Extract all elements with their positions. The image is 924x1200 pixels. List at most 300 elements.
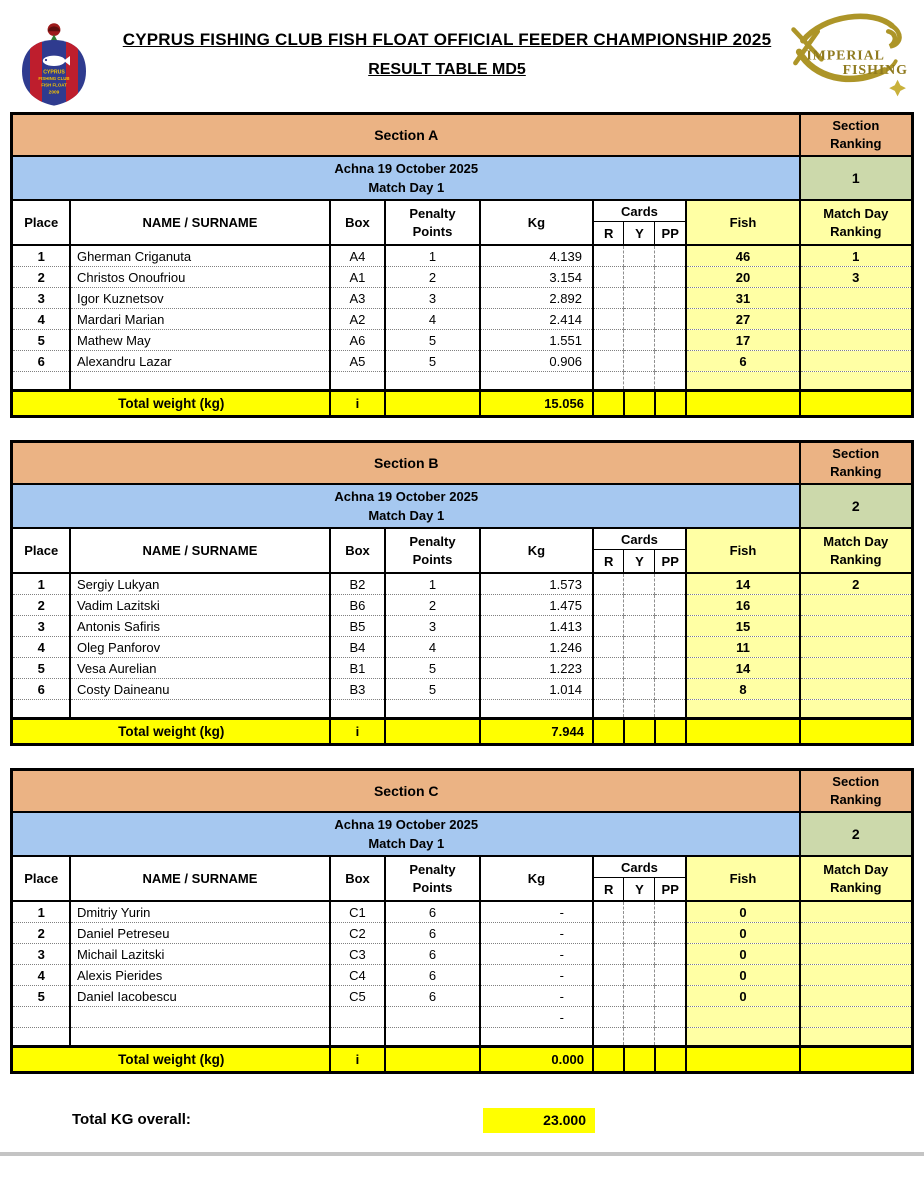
section-ranking-header-line1: Section [832, 774, 880, 790]
club-logo-text-line2: FISHING CLUB [38, 76, 70, 81]
card-yellow-cell [624, 1007, 655, 1028]
place-cell: 3 [12, 944, 70, 965]
card-red-cell [593, 573, 624, 595]
card-pp-cell [655, 944, 686, 965]
total-kg-value: 15.056 [480, 391, 593, 417]
penalty-points-cell: 6 [385, 986, 480, 1007]
total-kg-value: 0.000 [480, 1047, 593, 1073]
matchday-ranking-cell: 3 [800, 267, 912, 288]
fish-cell: 14 [686, 573, 800, 595]
penalty-points-cell: 6 [385, 965, 480, 986]
total-kg-value: 7.944 [480, 719, 593, 745]
card-pp-cell [655, 986, 686, 1007]
section-ranking-header-line1: Section [832, 446, 880, 462]
result-row [12, 351, 912, 372]
box-cell: B2 [330, 573, 385, 595]
matchday-ranking-cell: 1 [800, 245, 912, 267]
col-header-card-pp: PP [655, 550, 686, 574]
card-yellow-cell [624, 616, 655, 637]
kg-cell: 4.139 [480, 245, 593, 267]
col-header-box: Box [330, 528, 385, 573]
col-header-matchday-line2: Ranking [830, 879, 882, 895]
col-header-card-yellow: Y [624, 222, 655, 246]
match-day-label: Match Day 1 [368, 836, 445, 851]
card-pp-cell [655, 965, 686, 986]
result-row [12, 923, 912, 944]
fish-cell: 20 [686, 267, 800, 288]
col-header-cards: Cards [593, 200, 686, 222]
kg-cell: 1.551 [480, 330, 593, 351]
total-penalty-cell [385, 391, 480, 417]
kg-cell: 1.246 [480, 637, 593, 658]
total-penalty-cell [385, 1047, 480, 1073]
penalty-points-cell: 5 [385, 679, 480, 700]
penalty-points-cell: 1 [385, 573, 480, 595]
result-row [12, 658, 912, 679]
card-red-cell [593, 679, 624, 700]
col-header-box: Box [330, 200, 385, 245]
box-cell [330, 1007, 385, 1028]
sections-container [0, 112, 924, 1074]
total-box-cell: i [330, 1047, 385, 1073]
result-row [12, 679, 912, 700]
col-header-penalty-line2: Points [412, 223, 453, 239]
fish-cell: 0 [686, 923, 800, 944]
imperial-logo-text-line2: FISHING [842, 63, 908, 79]
card-pp-cell [655, 267, 686, 288]
venue-row [12, 484, 912, 528]
penalty-points-cell [385, 1007, 480, 1028]
matchday-ranking-cell [800, 616, 912, 637]
section-table [10, 112, 913, 418]
result-row [12, 267, 912, 288]
venue-date: Achna 19 October 2025 [334, 488, 479, 504]
result-row [12, 245, 912, 267]
kg-cell: - [480, 901, 593, 923]
place-cell: 1 [12, 573, 70, 595]
section-ranking-value: 1 [800, 156, 912, 200]
section-title: Section A [12, 114, 800, 157]
kg-cell: 0.906 [480, 351, 593, 372]
card-pp-cell [655, 923, 686, 944]
place-cell: 1 [12, 245, 70, 267]
col-header-matchday-line1: Match Day [823, 205, 889, 221]
spacer-row [12, 372, 912, 391]
col-header-fish: Fish [686, 200, 800, 245]
card-yellow-cell [624, 658, 655, 679]
kg-cell: 1.014 [480, 679, 593, 700]
club-logo-text-line4: 2009 [48, 90, 60, 96]
kg-cell: 1.223 [480, 658, 593, 679]
section-ranking-header [800, 770, 912, 813]
total-row [12, 391, 912, 417]
card-pp-cell [655, 245, 686, 267]
col-header-matchday-line1: Match Day [823, 533, 889, 549]
match-day-label: Match Day 1 [368, 508, 445, 523]
name-cell: Gherman Criganuta [70, 245, 330, 267]
section-title: Section C [12, 770, 800, 813]
matchday-ranking-cell [800, 330, 912, 351]
box-cell: C1 [330, 901, 385, 923]
column-header-row [12, 856, 912, 878]
place-cell: 4 [12, 965, 70, 986]
match-day-label: Match Day 1 [368, 180, 445, 195]
col-header-penalty-line2: Points [412, 879, 453, 895]
col-header-matchday-ranking [800, 856, 912, 901]
col-header-penalty [385, 856, 480, 901]
card-red-cell [593, 267, 624, 288]
card-pp-cell [655, 330, 686, 351]
section-title: Section B [12, 442, 800, 485]
fish-cell: 0 [686, 986, 800, 1007]
venue-date: Achna 19 October 2025 [334, 160, 479, 176]
place-cell: 3 [12, 616, 70, 637]
penalty-points-cell: 1 [385, 245, 480, 267]
matchday-ranking-cell [800, 288, 912, 309]
fish-cell: 0 [686, 965, 800, 986]
place-cell: 6 [12, 351, 70, 372]
kg-cell: - [480, 923, 593, 944]
place-cell [12, 1007, 70, 1028]
overall-total-value: 23.000 [483, 1108, 595, 1133]
fish-cell: 16 [686, 595, 800, 616]
box-cell: A2 [330, 309, 385, 330]
kg-cell: - [480, 944, 593, 965]
penalty-points-cell: 2 [385, 595, 480, 616]
col-header-card-yellow: Y [624, 550, 655, 574]
card-red-cell [593, 616, 624, 637]
box-cell: B5 [330, 616, 385, 637]
kg-cell: - [480, 986, 593, 1007]
col-header-card-pp: PP [655, 222, 686, 246]
place-cell: 4 [12, 309, 70, 330]
masthead [0, 0, 924, 112]
penalty-points-cell: 3 [385, 616, 480, 637]
card-pp-cell [655, 595, 686, 616]
penalty-points-cell: 5 [385, 658, 480, 679]
name-cell: Oleg Panforov [70, 637, 330, 658]
result-row [12, 573, 912, 595]
card-red-cell [593, 986, 624, 1007]
card-yellow-cell [624, 965, 655, 986]
result-row [12, 901, 912, 923]
fish-cell: 14 [686, 658, 800, 679]
result-row [12, 288, 912, 309]
col-header-matchday-line2: Ranking [830, 223, 882, 239]
fish-eye-icon [891, 33, 896, 38]
title-block [112, 30, 782, 79]
sparkle-icon [889, 80, 906, 97]
col-header-place: Place [12, 200, 70, 245]
box-cell: A6 [330, 330, 385, 351]
card-pp-cell [655, 351, 686, 372]
box-cell: A5 [330, 351, 385, 372]
col-header-name: NAME / SURNAME [70, 200, 330, 245]
venue-cell [12, 484, 800, 528]
name-cell: Michail Lazitski [70, 944, 330, 965]
club-logo-text-line3: FISH FLOAT [41, 82, 67, 88]
matchday-ranking-cell [800, 965, 912, 986]
col-header-matchday-line2: Ranking [830, 551, 882, 567]
page-subtitle: RESULT TABLE MD5 [368, 61, 526, 78]
card-red-cell [593, 944, 624, 965]
col-header-place: Place [12, 856, 70, 901]
card-red-cell [593, 351, 624, 372]
col-header-fish: Fish [686, 528, 800, 573]
card-pp-cell [655, 573, 686, 595]
card-yellow-cell [624, 288, 655, 309]
penalty-points-cell: 6 [385, 923, 480, 944]
card-pp-cell [655, 901, 686, 923]
place-cell: 5 [12, 986, 70, 1007]
col-header-cards: Cards [593, 528, 686, 550]
section-table [10, 440, 913, 746]
fish-cell: 8 [686, 679, 800, 700]
place-cell: 3 [12, 288, 70, 309]
place-cell: 6 [12, 679, 70, 700]
section-ranking-header-line2: Ranking [830, 464, 882, 479]
section-ranking-header [800, 442, 912, 485]
total-weight-label: Total weight (kg) [12, 391, 330, 417]
place-cell: 4 [12, 637, 70, 658]
card-red-cell [593, 288, 624, 309]
total-penalty-cell [385, 719, 480, 745]
fish-cell: 11 [686, 637, 800, 658]
col-header-penalty-line1: Penalty [409, 861, 456, 877]
matchday-ranking-cell [800, 595, 912, 616]
col-header-card-pp: PP [655, 878, 686, 902]
matchday-ranking-cell [800, 901, 912, 923]
card-pp-cell [655, 288, 686, 309]
place-cell: 1 [12, 901, 70, 923]
result-row [12, 595, 912, 616]
card-yellow-cell [624, 267, 655, 288]
section-title-row [12, 770, 912, 813]
card-red-cell [593, 901, 624, 923]
card-pp-cell [655, 637, 686, 658]
name-cell: Alexandru Lazar [70, 351, 330, 372]
spacer-row [12, 1028, 912, 1047]
matchday-ranking-cell [800, 351, 912, 372]
penalty-points-cell: 2 [385, 267, 480, 288]
box-cell: A3 [330, 288, 385, 309]
total-box-cell: i [330, 719, 385, 745]
matchday-ranking-cell [800, 923, 912, 944]
total-row [12, 1047, 912, 1073]
card-pp-cell [655, 309, 686, 330]
col-header-kg: Kg [480, 200, 593, 245]
penalty-points-cell: 3 [385, 288, 480, 309]
col-header-name: NAME / SURNAME [70, 856, 330, 901]
fish-cell: 6 [686, 351, 800, 372]
name-cell: Christos Onoufriou [70, 267, 330, 288]
fish-cell: 15 [686, 616, 800, 637]
place-cell: 2 [12, 923, 70, 944]
matchday-ranking-cell [800, 679, 912, 700]
card-pp-cell [655, 658, 686, 679]
name-cell: Antonis Safiris [70, 616, 330, 637]
name-cell: Mathew May [70, 330, 330, 351]
kg-cell: 2.892 [480, 288, 593, 309]
col-header-name: NAME / SURNAME [70, 528, 330, 573]
fish-cell: 0 [686, 944, 800, 965]
section-ranking-header [800, 114, 912, 157]
card-yellow-cell [624, 944, 655, 965]
result-row [12, 616, 912, 637]
section-title-row [12, 114, 912, 157]
matchday-ranking-cell: 2 [800, 573, 912, 595]
result-row [12, 330, 912, 351]
card-yellow-cell [624, 901, 655, 923]
card-yellow-cell [624, 595, 655, 616]
section-ranking-header-line1: Section [832, 118, 880, 134]
card-yellow-cell [624, 573, 655, 595]
card-yellow-cell [624, 245, 655, 267]
penalty-points-cell: 6 [385, 944, 480, 965]
matchday-ranking-cell [800, 658, 912, 679]
penalty-points-cell: 4 [385, 637, 480, 658]
col-header-card-red: R [593, 550, 624, 574]
col-header-fish: Fish [686, 856, 800, 901]
matchday-ranking-cell [800, 637, 912, 658]
card-yellow-cell [624, 330, 655, 351]
card-yellow-cell [624, 923, 655, 944]
venue-row [12, 156, 912, 200]
cyprus-fishing-club-logo-icon [14, 20, 94, 108]
card-red-cell [593, 245, 624, 267]
overall-total-label: Total KG overall: [72, 1111, 191, 1128]
matchday-ranking-cell [800, 986, 912, 1007]
place-cell: 5 [12, 658, 70, 679]
section-ranking-header-line2: Ranking [830, 136, 882, 151]
result-row [12, 1007, 912, 1028]
venue-row [12, 812, 912, 856]
card-pp-cell [655, 1007, 686, 1028]
bottom-divider [0, 1152, 924, 1156]
result-row [12, 944, 912, 965]
col-header-penalty-line1: Penalty [409, 205, 456, 221]
place-cell: 2 [12, 267, 70, 288]
col-header-box: Box [330, 856, 385, 901]
place-cell: 2 [12, 595, 70, 616]
section-ranking-value: 2 [800, 484, 912, 528]
section-ranking-header-line2: Ranking [830, 792, 882, 807]
name-cell: Vadim Lazitski [70, 595, 330, 616]
card-red-cell [593, 965, 624, 986]
result-row [12, 965, 912, 986]
col-header-kg: Kg [480, 528, 593, 573]
col-header-card-red: R [593, 878, 624, 902]
penalty-points-cell: 4 [385, 309, 480, 330]
col-header-penalty-line2: Points [412, 551, 453, 567]
col-header-penalty [385, 200, 480, 245]
card-yellow-cell [624, 679, 655, 700]
result-row [12, 986, 912, 1007]
box-cell: C4 [330, 965, 385, 986]
name-cell: Sergiy Lukyan [70, 573, 330, 595]
name-cell: Alexis Pierides [70, 965, 330, 986]
box-cell: C5 [330, 986, 385, 1007]
fish-cell: 17 [686, 330, 800, 351]
box-cell: C2 [330, 923, 385, 944]
result-row [12, 637, 912, 658]
card-yellow-cell [624, 986, 655, 1007]
box-cell: B3 [330, 679, 385, 700]
kg-cell: 1.475 [480, 595, 593, 616]
box-cell: B6 [330, 595, 385, 616]
card-pp-cell [655, 679, 686, 700]
venue-cell [12, 156, 800, 200]
total-weight-label: Total weight (kg) [12, 719, 330, 745]
name-cell: Daniel Petreseu [70, 923, 330, 944]
name-cell: Dmitriy Yurin [70, 901, 330, 923]
kg-cell: 1.573 [480, 573, 593, 595]
section-table [10, 768, 913, 1074]
col-header-card-red: R [593, 222, 624, 246]
fish-cell: 27 [686, 309, 800, 330]
name-cell [70, 1007, 330, 1028]
matchday-ranking-cell [800, 944, 912, 965]
page-title: CYPRUS FISHING CLUB FISH FLOAT OFFICIAL FEEDER CHAMPIONSHIP 2025 [122, 30, 772, 49]
card-yellow-cell [624, 351, 655, 372]
venue-cell [12, 812, 800, 856]
box-cell: C3 [330, 944, 385, 965]
card-red-cell [593, 595, 624, 616]
spacer-row [12, 700, 912, 719]
fish-cell: 31 [686, 288, 800, 309]
card-pp-cell [655, 616, 686, 637]
card-red-cell [593, 309, 624, 330]
fish-cell: 0 [686, 901, 800, 923]
card-yellow-cell [624, 309, 655, 330]
section-title-row [12, 442, 912, 485]
box-cell: A4 [330, 245, 385, 267]
kg-cell: 3.154 [480, 267, 593, 288]
card-red-cell [593, 637, 624, 658]
kg-cell: 1.413 [480, 616, 593, 637]
card-red-cell [593, 1007, 624, 1028]
overall-total [12, 1108, 912, 1136]
result-row [12, 309, 912, 330]
venue-date: Achna 19 October 2025 [334, 816, 479, 832]
col-header-matchday-ranking [800, 528, 912, 573]
card-yellow-cell [624, 637, 655, 658]
col-header-cards: Cards [593, 856, 686, 878]
fish-cell [686, 1007, 800, 1028]
name-cell: Igor Kuznetsov [70, 288, 330, 309]
total-weight-label: Total weight (kg) [12, 1047, 330, 1073]
name-cell: Mardari Marian [70, 309, 330, 330]
column-header-row [12, 200, 912, 222]
col-header-place: Place [12, 528, 70, 573]
col-header-kg: Kg [480, 856, 593, 901]
box-cell: B4 [330, 637, 385, 658]
penalty-points-cell: 5 [385, 330, 480, 351]
section-ranking-value: 2 [800, 812, 912, 856]
imperial-fishing-logo-icon [788, 2, 918, 98]
kg-cell: - [480, 965, 593, 986]
name-cell: Daniel Iacobescu [70, 986, 330, 1007]
card-red-cell [593, 330, 624, 351]
col-header-card-yellow: Y [624, 878, 655, 902]
card-red-cell [593, 923, 624, 944]
box-cell: B1 [330, 658, 385, 679]
name-cell: Costy Daineanu [70, 679, 330, 700]
name-cell: Vesa Aurelian [70, 658, 330, 679]
matchday-ranking-cell [800, 1007, 912, 1028]
box-cell: A1 [330, 267, 385, 288]
place-cell: 5 [12, 330, 70, 351]
